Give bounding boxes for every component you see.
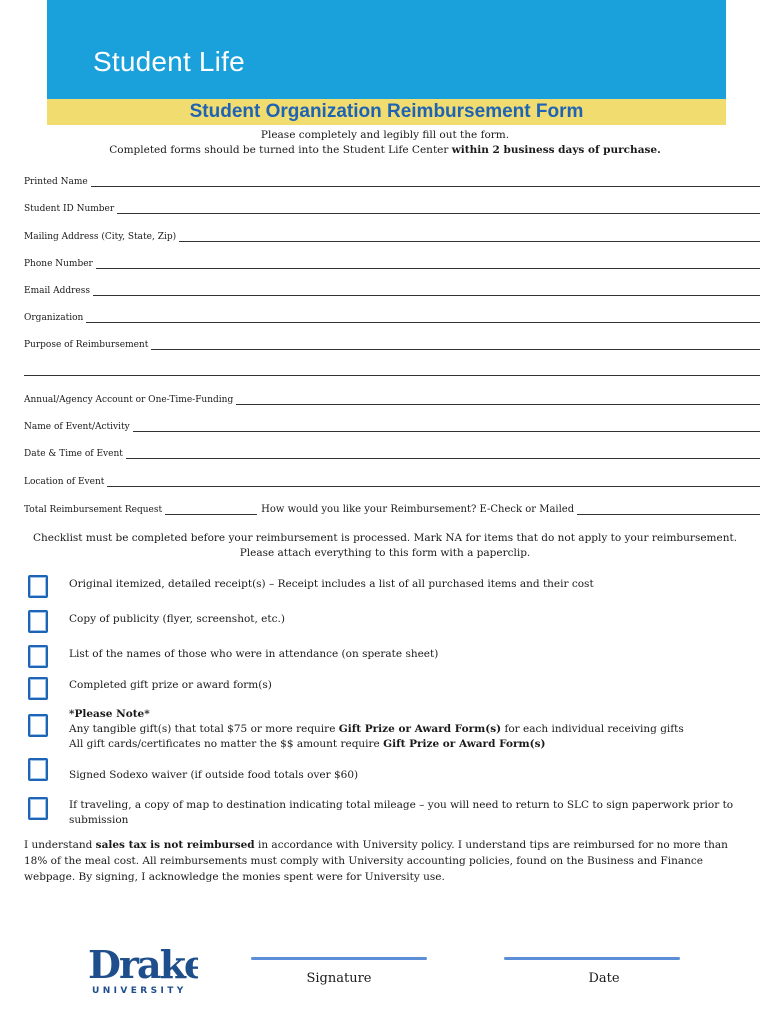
gift-form-checkbox[interactable] — [28, 677, 48, 700]
phone-label: Phone Number — [24, 259, 93, 269]
intro-line-1: Please completely and legibly fill out the form. — [260, 129, 510, 141]
please-note-line-1-text: Any tangible gift(s) that total $75 or more require — [69, 723, 339, 735]
please-note-block — [69, 707, 749, 752]
signature-label: Signature — [306, 971, 372, 986]
reimbursement-method-label: How would you like your Reimbursement? E-Check or Mailed — [261, 504, 575, 515]
event-date-line[interactable] — [126, 448, 760, 459]
drake-university-logo — [86, 940, 198, 996]
publicity-item: Copy of publicity (flyer, screenshot, etc.) — [69, 613, 285, 625]
purpose-field[interactable] — [24, 336, 760, 350]
please-note-line-1 — [69, 722, 749, 737]
receipt-checkbox[interactable] — [28, 575, 48, 598]
organization-line[interactable] — [86, 312, 760, 323]
event-location-field[interactable] — [24, 473, 760, 487]
mailing-address-label: Mailing Address (City, State, Zip) — [24, 232, 177, 242]
travel-line-1: If traveling, a copy of map to destination indicating total mileage – you will need to return to SLC to sign paperwork prior to — [69, 799, 734, 811]
printed-name-field[interactable] — [24, 173, 760, 187]
organization-label: Organization — [24, 313, 84, 323]
travel-line-2: submission — [69, 814, 129, 826]
purpose-line[interactable] — [151, 339, 760, 350]
receipt-item: Original itemized, detailed receipt(s) – Receipt includes a list of all purchased items and their cost — [69, 578, 594, 590]
policy-rest: in accordance with University policy. I understand tips are reimbursed for no more than 18% of the meal cost. All reimbursements must comply with University accounting policies, found on the Business and Finance webpage. By signing, I acknowledge the monies spent were for University use. — [24, 839, 728, 883]
event-name-field[interactable] — [24, 418, 760, 432]
student-id-label: Student ID Number — [24, 204, 115, 214]
travel-item — [69, 798, 749, 828]
event-location-line[interactable] — [107, 476, 760, 487]
account-field[interactable] — [24, 391, 760, 405]
please-note-line-2 — [69, 737, 749, 752]
event-name-line[interactable] — [133, 421, 760, 432]
intro-deadline: within 2 business days of purchase. — [451, 144, 661, 156]
total-request-line[interactable] — [165, 504, 257, 515]
email-field[interactable] — [24, 282, 760, 296]
travel-checkbox[interactable] — [28, 797, 48, 820]
please-note-checkbox[interactable] — [28, 714, 48, 737]
mailing-address-line[interactable] — [179, 231, 760, 242]
drake-logo-graphic — [86, 940, 198, 996]
attendance-item: List of the names of those who were in attendance (on sperate sheet) — [69, 648, 439, 660]
reimbursement-method-line[interactable] — [577, 504, 760, 515]
policy-prefix: I understand — [24, 839, 96, 851]
sodexo-checkbox[interactable] — [28, 758, 48, 781]
printed-name-label: Printed Name — [24, 177, 88, 187]
intro-line-2 — [0, 143, 770, 158]
student-id-field[interactable] — [24, 200, 760, 214]
gift-form-item: Completed gift prize or award form(s) — [69, 679, 272, 691]
checklist-note-1: Checklist must be completed before your reimbursement is processed. Mark NA for items that do not apply to your reimbursement. — [32, 532, 738, 544]
please-note-heading: *Please Note* — [69, 708, 150, 720]
policy-paragraph — [24, 837, 754, 885]
gift-prize-form-ref: Gift Prize or Award Form(s) — [338, 723, 502, 735]
mailing-address-field[interactable] — [24, 228, 760, 242]
signature-line[interactable] — [251, 957, 427, 960]
gift-prize-form-ref-2: Gift Prize or Award Form(s) — [383, 738, 546, 750]
account-label: Annual/Agency Account or One-Time-Funding — [24, 395, 234, 405]
phone-line[interactable] — [96, 258, 760, 269]
form-title: Student Organization Reimbursement Form — [189, 101, 584, 122]
intro-line-2-text: Completed forms should be turned into the Student Life Center — [109, 144, 452, 156]
organization-field[interactable] — [24, 309, 760, 323]
event-date-label: Date & Time of Event — [24, 449, 123, 459]
email-line[interactable] — [93, 285, 760, 296]
attendance-checkbox[interactable] — [28, 645, 48, 668]
date-line[interactable] — [504, 957, 680, 960]
purpose-continuation-line[interactable] — [24, 375, 760, 376]
account-line[interactable] — [236, 394, 760, 405]
total-request-field[interactable] — [24, 501, 760, 515]
purpose-label: Purpose of Reimbursement — [24, 340, 149, 350]
event-name-label: Name of Event/Activity — [24, 422, 130, 432]
sales-tax-notice: sales tax is not reimbursed — [95, 839, 255, 851]
brand-title: Student Life — [93, 46, 245, 77]
event-date-field[interactable] — [24, 445, 760, 459]
phone-field[interactable] — [24, 255, 760, 269]
publicity-checkbox[interactable] — [28, 610, 48, 633]
please-note-line-2-text: All gift cards/certificates no matter the $$ amount require — [69, 738, 384, 750]
checklist-note-2: Please attach everything to this form with a paperclip. — [239, 547, 531, 559]
event-location-label: Location of Event — [24, 477, 105, 487]
please-note-line-1-suffix: for each individual receiving gifts — [501, 723, 684, 735]
printed-name-line[interactable] — [91, 176, 760, 187]
total-request-label: Total Reimbursement Request — [24, 505, 163, 515]
email-label: Email Address — [24, 286, 90, 296]
logo-subtitle: UNIVERSITY — [92, 986, 187, 996]
title-bar — [47, 99, 726, 125]
logo-wordmark: Drake — [88, 942, 198, 987]
date-label: Date — [588, 971, 620, 986]
header-banner — [47, 0, 726, 99]
sodexo-item: Signed Sodexo waiver (if outside food totals over $60) — [69, 769, 359, 781]
student-id-line[interactable] — [117, 203, 760, 214]
